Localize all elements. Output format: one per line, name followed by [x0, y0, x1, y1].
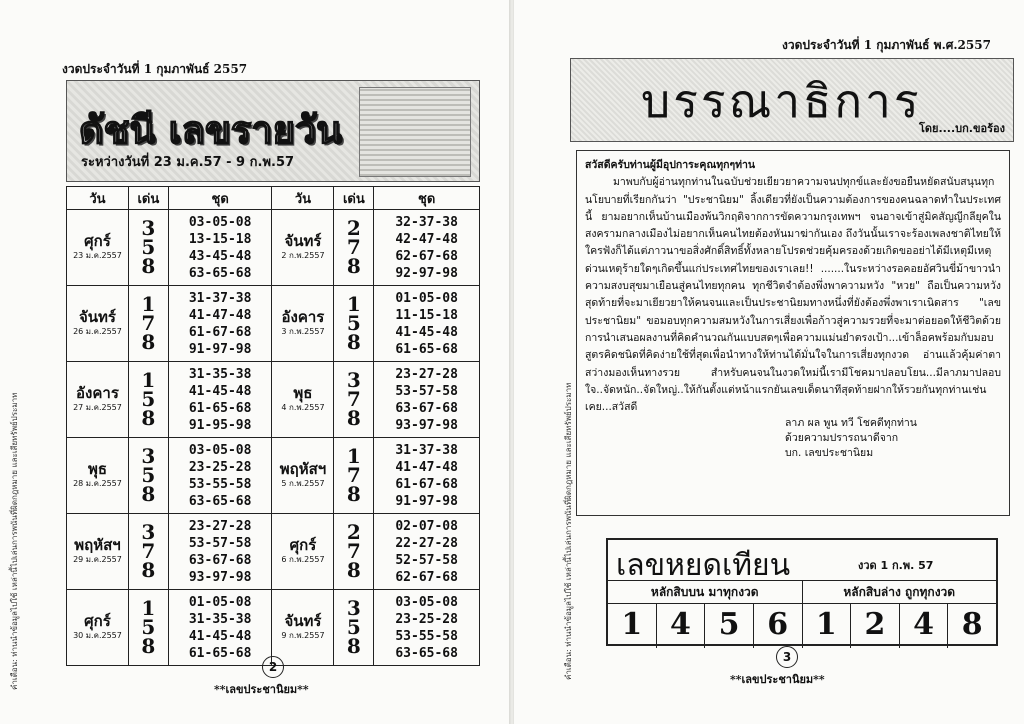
number-sets-cell: [374, 514, 480, 590]
daily-number-table: [66, 186, 480, 666]
page-footer: **เลขประชานิยม**: [730, 673, 825, 686]
day-cell: [67, 362, 129, 438]
number-set: 91-97-98: [188, 341, 252, 357]
day-cell: [67, 438, 129, 514]
number-set: 91-97-98: [395, 493, 458, 509]
day-name: ศุกร์: [84, 612, 111, 630]
table-row: [67, 514, 480, 590]
lead-digit: 8: [346, 482, 361, 506]
signature-line: ด้วยความปรารถนาดีจาก: [785, 432, 899, 445]
lead-digits-cell: [128, 590, 168, 666]
lead-digits-cell: [128, 438, 168, 514]
lead-digit: 1: [346, 292, 361, 316]
number-set: 43-45-48: [188, 248, 252, 264]
lead-digit: 5: [141, 615, 156, 639]
draw-date: 5 ก.พ.2557: [281, 479, 325, 488]
number-sets-cell: [168, 362, 272, 438]
day-name: พฤหัสฯ: [74, 536, 121, 554]
lead-digit: 5: [141, 463, 156, 487]
number-set: 22-27-28: [395, 535, 458, 551]
issue-date: งวดประจำวันที่ 1 กุมภาพันธ์ 2557: [62, 62, 248, 76]
daily-index-banner: [66, 80, 480, 182]
lead-digit: 3: [141, 444, 156, 468]
number-sets-cell: [374, 590, 480, 666]
lead-digit: 5: [141, 387, 156, 411]
lead-digits-cell: [334, 438, 374, 514]
lead-digit: 8: [141, 406, 156, 430]
bottom-tens-label: หลักสิบล่าง ถูกทุกงวด: [843, 585, 956, 599]
lead-digit: 3: [346, 368, 361, 392]
table-row: [67, 590, 480, 666]
editorial-signature: [785, 416, 1001, 461]
disclaimer-note: คำเตือน: ท่านนำข้อมูลไปใช้ เหล่านี้ไปเล่นการพนันที่ผิดกฎหมาย และเสียทรัพย์ประมาท: [564, 382, 573, 680]
lead-digit: 8: [141, 482, 156, 506]
col-header-lead: เด่น: [334, 187, 374, 210]
number-set: 23-27-28: [395, 366, 458, 382]
draw-date: 28 ม.ค.2557: [73, 479, 122, 488]
lead-digit: 8: [346, 406, 361, 430]
lead-digits-cell: [334, 210, 374, 286]
signature-line: บก. เลขประชานิยม: [785, 447, 874, 460]
number-set: 61-67-68: [395, 476, 458, 492]
number-set: 92-97-98: [395, 265, 458, 281]
day-cell: [67, 286, 129, 362]
lead-digits-cell: [334, 514, 374, 590]
top-tens-label: หลักสิบบน มาทุกงวด: [608, 581, 803, 603]
signature-line: ลาภ ผล พูน ทวี โชคดีทุกท่าน: [785, 417, 917, 430]
lead-digit: 2: [346, 520, 361, 544]
number-set: 93-97-98: [395, 417, 458, 433]
number-set: 61-65-68: [188, 400, 252, 416]
lead-digits-cell: [128, 210, 168, 286]
number-sets-cell: [168, 210, 272, 286]
lead-digits-cell: [128, 514, 168, 590]
lead-digit: 7: [141, 311, 156, 335]
lucky-digit: 4: [900, 604, 949, 648]
lead-digit: 3: [346, 596, 361, 620]
day-name: พุธ: [87, 460, 107, 478]
lead-digit: 8: [141, 558, 156, 582]
number-set: 63-65-68: [188, 265, 252, 281]
number-set: 93-97-98: [188, 569, 252, 585]
number-set: 31-37-38: [395, 442, 458, 458]
table-row: [67, 286, 480, 362]
number-set: 53-57-58: [395, 383, 458, 399]
number-set: 62-67-68: [395, 248, 458, 264]
lucky-number-box: [606, 538, 998, 646]
number-set: 41-45-48: [395, 324, 458, 340]
lead-digits-cell: [128, 362, 168, 438]
lead-digit: 8: [346, 330, 361, 354]
number-sets-cell: [374, 210, 480, 286]
table-header-row: [67, 187, 480, 210]
col-header-sets: ชุด: [168, 187, 272, 210]
lead-digit: 5: [346, 311, 361, 335]
day-name: พฤหัสฯ: [279, 460, 327, 478]
lucky-digit: 4: [657, 604, 706, 648]
number-set: 53-55-58: [188, 476, 252, 492]
day-name: อังคาร: [76, 384, 119, 402]
draw-date: 30 ม.ค.2557: [73, 631, 122, 640]
page-number: 2: [262, 656, 284, 678]
editorial-title: บรรณาธิการ: [641, 74, 922, 128]
lead-digit: 8: [346, 634, 361, 658]
draw-date: 26 ม.ค.2557: [73, 327, 122, 336]
number-set: 41-47-48: [395, 459, 458, 475]
lucky-numbers-row: [608, 604, 996, 648]
editorial-text: มาพบกับผู้อ่านทุกท่านในฉบับช่วยเยียวยาความจนปทุกข์และยังขอยืนหยัดสนับสนุนทุกนโยบายที่เรียกกันว่า "ประชานิยม" ลิ้งเดียวที่ยังเป็นความต้องการของคนฉลาดทำในประเทศนี้ ยามอยากเห็นบ้านเมืองพ้นวิกฤติจากการขัดความกรุงเทพฯ จนอาจเข้าสู่มิคสัญญีกลียุคในสงครามกลางเมืองไม่อยากเห็นคนไทยต้องหันมาฆ่ากันเอง ถึงวันนั้นเราจะร้องเพลงชาติไทยให้ใครฟังก็ได้แต่ภาวนาขอสิ่งศักดิ์สิทธิ์ทั้งหลายโปรดช่วยคุ้มครองด้วยเกิดขออย่าได้มีเหตุมีเหตุด่วนเหตุร้ายใดๆเกิดขึ้นแก่ประเทศไทยของเราเลย!! .......ในระหว่างรอคอยอัศวินขี่ม้าขาวนำความสงบสุขมาเยือนสู่คนไทยทุกคน ทุกชีวิตจำต้องพึ่งพาความหวัง "หวย" ถือเป็นความหวังสุดท้ายที่จะมาเยียวยาให้คนจนและเป็นประชานิยมทางหนึ่งที่ยังต้องพึ่งพาเราเนิดสาร "เลขประชานิยม" ขอมอบทุกความสมหวังในการเสี่ยงเพื่อก้าวสู่ความรวยที่จะมาต่อยอดให้ชีวิตด้วยการนำเสนอผลงานที่คิดคำนวณกันแบบสดๆเพื่อความแม่นยำตรงเป้า...เข้าล็อคพร้อมกับมอบสูตรคิดชนิดที่คิดง่ายใช้ที่สุดเพื่อนำทางให้ท่านได้มั่นใจในการเสี่ยงทุกงวด อ่านแล้วคุ้มค่าตาสว่างมองเห็นทางรวย สำหรับคนจนในงวดใหม่นี้เรามีโชคมาปลอบโยน...มีลาภมาปลอบใจ..จัดหนัก..จัดใหญ่..ให้กันตั้งแต่หน้าแรกยันเลขเด็ดนาทีสุดท้ายฝากให้รวยกันทุกท่านเช่นเคย...สวัสดี: [585, 176, 1001, 414]
lead-digits-cell: [334, 286, 374, 362]
day-cell: [272, 590, 334, 666]
table-row: [67, 438, 480, 514]
calendar-illustration: [359, 87, 471, 177]
draw-date: 23 ม.ค.2557: [73, 251, 122, 260]
lucky-digit: 8: [961, 607, 983, 642]
number-set: 23-25-28: [395, 611, 458, 627]
number-sets-cell: [374, 362, 480, 438]
lead-digit: 5: [141, 235, 156, 259]
draw-date: 2 ก.พ.2557: [281, 251, 325, 260]
number-set: 63-67-68: [395, 400, 458, 416]
day-name: จันทร์: [284, 232, 322, 250]
number-set: 01-05-08: [188, 594, 252, 610]
day-cell: [272, 438, 334, 514]
lead-digit: 8: [346, 254, 361, 278]
lucky-digit: 5: [705, 604, 754, 648]
number-sets-cell: [168, 590, 272, 666]
number-set: 61-67-68: [188, 324, 252, 340]
col-header-sets: ชุด: [374, 187, 480, 210]
day-name: จันทร์: [284, 612, 322, 630]
number-set: 03-05-08: [188, 214, 252, 230]
number-set: 03-05-08: [188, 442, 252, 458]
lead-digit: 7: [141, 539, 156, 563]
day-cell: [67, 590, 129, 666]
number-set: 52-57-58: [395, 552, 458, 568]
page-footer: **เลขประชานิยม**: [214, 683, 309, 696]
editorial-author: โดย....บก.ขอร้อง: [918, 122, 1005, 135]
day-cell: [67, 210, 129, 286]
day-cell: [272, 362, 334, 438]
lead-digits-cell: [334, 590, 374, 666]
day-cell: [272, 514, 334, 590]
number-sets-cell: [168, 286, 272, 362]
number-set: 61-65-68: [188, 645, 252, 661]
number-set: 61-65-68: [395, 341, 458, 357]
draw-date: 3 ก.พ.2557: [281, 327, 325, 336]
number-set: 42-47-48: [395, 231, 458, 247]
number-set: 41-45-48: [188, 383, 252, 399]
number-set: 63-65-68: [395, 645, 458, 661]
lead-digit: 8: [141, 254, 156, 278]
lead-digit: 5: [346, 615, 361, 639]
editorial-body: [576, 150, 1010, 516]
issue-date: งวดประจำวันที่ 1 กุมภาพันธ์ พ.ศ.2557: [782, 38, 991, 52]
right-page: [514, 0, 1024, 724]
disclaimer-note: คำเตือน: ท่านนำข้อมูลไปใช้ เหล่านี้ไปเล่นการพนันที่ผิดกฎหมาย และเสียทรัพย์ประมาท: [10, 392, 19, 690]
day-cell: [67, 514, 129, 590]
number-sets-cell: [168, 514, 272, 590]
day-cell: [272, 286, 334, 362]
lead-digit: 7: [346, 463, 361, 487]
lucky-digit: 1: [803, 604, 852, 648]
lucky-digit: 1: [608, 604, 657, 648]
day-name: พุธ: [293, 384, 313, 402]
lead-digit: 1: [346, 444, 361, 468]
table-row: [67, 362, 480, 438]
lead-digits-cell: [128, 286, 168, 362]
draw-date: 27 ม.ค.2557: [73, 403, 122, 412]
number-set: 23-27-28: [188, 518, 252, 534]
number-set: 31-35-38: [188, 611, 252, 627]
draw-date: 6 ก.พ.2557: [281, 555, 325, 564]
draw-date: 29 ม.ค.2557: [73, 555, 122, 564]
number-set: 53-57-58: [188, 535, 252, 551]
lead-digit: 3: [141, 520, 156, 544]
lucky-draw-date: งวด 1 ก.พ. 57: [858, 559, 934, 572]
lead-digit: 8: [346, 558, 361, 582]
lead-digit: 7: [346, 387, 361, 411]
lead-digit: 7: [346, 539, 361, 563]
editorial-greeting: สวัสดีครับท่านผู้มีอุปการะคุณทุกๆท่าน: [585, 159, 756, 171]
day-cell: [272, 210, 334, 286]
lucky-digit: 6: [754, 604, 803, 648]
number-set: 53-55-58: [395, 628, 458, 644]
lead-digit: 1: [141, 292, 156, 316]
number-set: 32-37-38: [395, 214, 458, 230]
number-set: 13-15-18: [188, 231, 252, 247]
number-set: 63-65-68: [188, 493, 252, 509]
left-page: [0, 0, 510, 724]
number-set: 31-37-38: [188, 290, 252, 306]
draw-date: 4 ก.พ.2557: [281, 403, 325, 412]
day-name: อังคาร: [281, 308, 325, 326]
lucky-header: [608, 540, 996, 581]
lead-digit: 7: [346, 235, 361, 259]
lead-digit: 3: [141, 216, 156, 240]
day-name: ศุกร์: [289, 536, 317, 554]
number-set: 41-45-48: [188, 628, 252, 644]
banner-title: ดัชนี เลขรายวัน: [79, 108, 343, 152]
number-set: 03-05-08: [395, 594, 458, 610]
editorial-header: [570, 58, 1014, 142]
lead-digit: 1: [141, 368, 156, 392]
lead-digits-cell: [334, 362, 374, 438]
table-row: [67, 210, 480, 286]
number-set: 02-07-08: [395, 518, 458, 534]
number-sets-cell: [168, 438, 272, 514]
col-header-day: วัน: [272, 187, 334, 210]
page-number: 3: [776, 646, 798, 668]
number-set: 23-25-28: [188, 459, 252, 475]
col-header-lead: เด่น: [128, 187, 168, 210]
lead-digit: 8: [141, 634, 156, 658]
col-header-day: วัน: [67, 187, 129, 210]
lead-digit: 1: [141, 596, 156, 620]
number-set: 62-67-68: [395, 569, 458, 585]
number-set: 31-35-38: [188, 366, 252, 382]
day-name: จันทร์: [78, 308, 116, 326]
number-set: 41-47-48: [188, 307, 252, 323]
number-set: 63-67-68: [188, 552, 252, 568]
banner-subtitle: ระหว่างวันที่ 23 ม.ค.57 - 9 ก.พ.57: [81, 155, 295, 170]
lead-digit: 2: [346, 216, 361, 240]
lead-digit: 8: [141, 330, 156, 354]
number-set: 11-15-18: [395, 307, 458, 323]
number-sets-cell: [374, 438, 480, 514]
draw-date: 9 ก.พ.2557: [281, 631, 325, 640]
number-set: 91-95-98: [188, 417, 252, 433]
lucky-digit: 2: [851, 604, 900, 648]
day-name: ศุกร์: [84, 232, 111, 250]
number-set: 01-05-08: [395, 290, 458, 306]
number-sets-cell: [374, 286, 480, 362]
lucky-title: เลขหยดเทียน: [616, 548, 791, 583]
